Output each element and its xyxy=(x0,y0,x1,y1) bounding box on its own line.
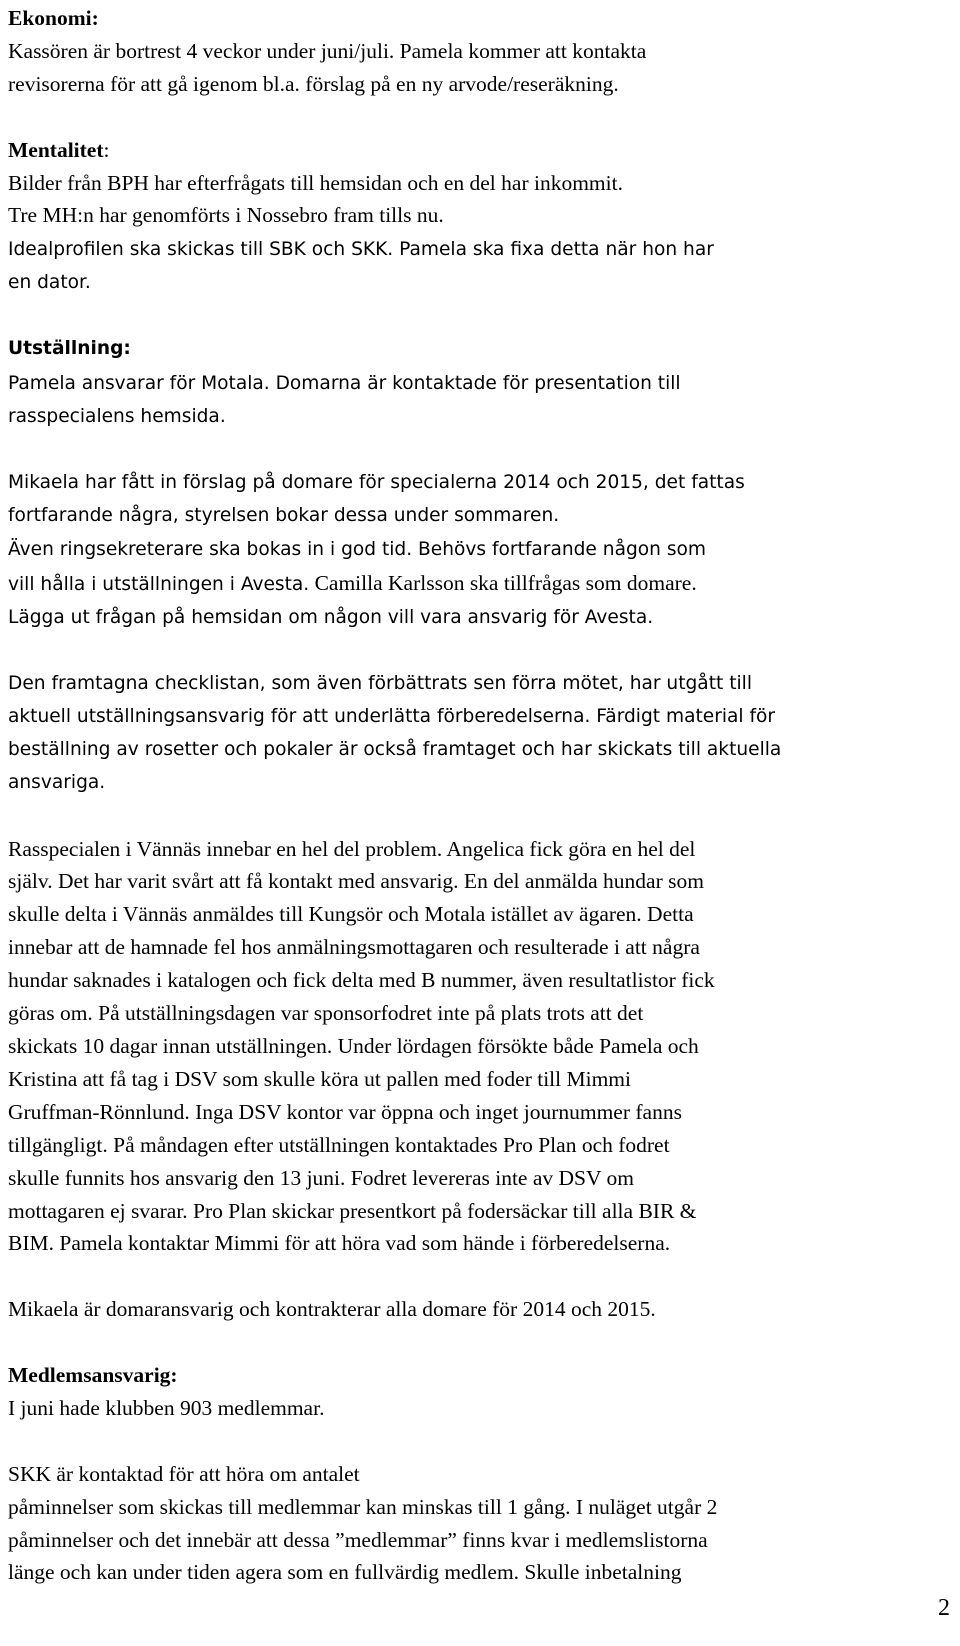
section-heading-mentalitet xyxy=(8,134,953,167)
text-run-sans: vill hålla i utställningen i Avesta. xyxy=(8,574,310,596)
text-run-sans: Även ringsekreterare ska bokas in i god tid. xyxy=(8,539,413,561)
text-line: Den framtagna checklistan, som även förbättrats sen förra mötet, har utgått till xyxy=(8,673,752,695)
text-line: Rasspecialen i Vännäs innebar en hel del problem. Angelica fick göra en hel del xyxy=(8,836,696,861)
text-line: skickats 10 dagar innan utställningen. Under lördagen försökte både Pamela och xyxy=(8,1034,699,1059)
paragraph-gap xyxy=(8,1425,953,1458)
text-line: länge och kan under tiden agera som en fullvärdig medlem. Skulle inbetalning xyxy=(8,1560,682,1585)
page-number: 2 xyxy=(938,1595,950,1621)
text-line: Kristina att få tag i DSV som skulle köra ut pallen med foder till Mimmi xyxy=(8,1066,632,1091)
heading-colon: : xyxy=(103,137,110,162)
text-line: påminnelser som skickas till medlemmar kan minskas till 1 gång. I nuläget utgår 2 xyxy=(8,1494,718,1519)
section-heading-medlemsansvarig: Medlemsansvarig: xyxy=(8,1363,178,1388)
section-heading-ekonomi: Ekonomi: xyxy=(8,6,99,30)
text-line: aktuell utställningsansvarig för att underlätta förberedelserna. Färdigt material för xyxy=(8,705,776,727)
text-line: skulle delta i Vännäs anmäldes till Kungsör och Motala istället av ägaren. Detta xyxy=(8,902,694,927)
text-run: Camilla Karlsson ska tillfrågas som domare. xyxy=(309,571,697,596)
text-line: påminnelser och det innebär att dessa ”medlemmar” finns kvar i medlemslistorna xyxy=(8,1527,708,1552)
text-line: rasspecialens hemsida. xyxy=(8,405,226,427)
text-line: göras om. På utställningsdagen var sponsorfodret inte på plats trots att det xyxy=(8,1001,644,1026)
heading-text: Mentalitet xyxy=(8,137,104,162)
text-line: beställning av rosetter och pokaler är också framtaget och har skickats till aktuella xyxy=(8,738,782,760)
paragraph-gap xyxy=(8,300,953,333)
text-line: Tre MH:n har genomförts i Nossebro fram tills nu. xyxy=(8,203,444,228)
text-line: Mikaela har fått in förslag på domare för specialerna 2014 och 2015, det fattas xyxy=(8,471,745,493)
text-line xyxy=(8,232,953,267)
paragraph-gap xyxy=(8,1260,953,1293)
text-line: hundar saknades i katalogen och fick delta med B nummer, även resultatlistor fick xyxy=(8,968,715,993)
text-line: Mikaela är domaransvarig och kontrakterar alla domare för 2014 och 2015. xyxy=(8,1297,656,1322)
text-line: Kassören är bortrest 4 veckor under juni/juli. Pamela kommer att kontakta xyxy=(8,38,647,63)
text-line: Lägga ut frågan på hemsidan om någon vill vara ansvarig för Avesta. xyxy=(8,607,654,629)
paragraph-gap xyxy=(8,101,953,134)
text-line: I juni hade klubben 903 medlemmar. xyxy=(8,1395,325,1420)
text-line: BIM. Pamela kontaktar Mimmi för att höra vad som hände i förberedelserna. xyxy=(8,1231,671,1256)
paragraph-gap xyxy=(8,635,953,668)
text-line: skulle funnits hos ansvarig den 13 juni. Fodret levereras inte av DSV om xyxy=(8,1165,634,1190)
text-run-sans: Pamela ansvarar för Motala. xyxy=(8,372,270,394)
text-line: en dator. xyxy=(8,272,91,294)
text-run: Domarna är kontaktade för presentation till xyxy=(269,372,681,394)
text-line: mottagaren ej svarar. Pro Plan skickar presentkort på fodersäckar till alla BIR & xyxy=(8,1198,697,1223)
section-heading-utstallning: Utställning: xyxy=(8,338,131,360)
paragraph-gap xyxy=(8,1326,953,1359)
text-line: själv. Det har varit svårt att få kontakt med ansvarig. En del anmälda hundar som xyxy=(8,869,704,894)
text-line xyxy=(8,532,953,567)
text-run: Pamela ska fixa detta när hon har xyxy=(393,239,714,261)
text-line: SKK är kontaktad för att höra om antalet xyxy=(8,1461,360,1486)
text-line: revisorerna för att gå igenom bl.a. förslag på en ny arvode/reseräkning. xyxy=(8,71,619,96)
text-line: innebar att de hamnade fel hos anmälningsmottagaren och resulterade i att några xyxy=(8,935,700,960)
text-line: fortfarande några, styrelsen bokar dessa under sommaren. xyxy=(8,504,560,526)
paragraph-gap xyxy=(8,434,953,467)
text-run: Behövs fortfarande någon som xyxy=(412,539,707,561)
text-line xyxy=(8,567,953,602)
text-line: tillgängligt. På måndagen efter utställningen kontaktades Pro Plan och fodret xyxy=(8,1132,670,1157)
text-line: Bilder från BPH har efterfrågats till hemsidan och en del har inkommit. xyxy=(8,170,623,195)
text-line: ansvariga. xyxy=(8,771,106,793)
text-run-sans: Idealprofilen ska skickas till SBK och SKK. xyxy=(8,239,394,261)
text-line: Gruffman-Rönnlund. Inga DSV kontor var öppna och inget journummer fanns xyxy=(8,1099,682,1124)
document-page xyxy=(8,2,953,1589)
paragraph-gap xyxy=(8,800,953,833)
text-line xyxy=(8,366,953,401)
